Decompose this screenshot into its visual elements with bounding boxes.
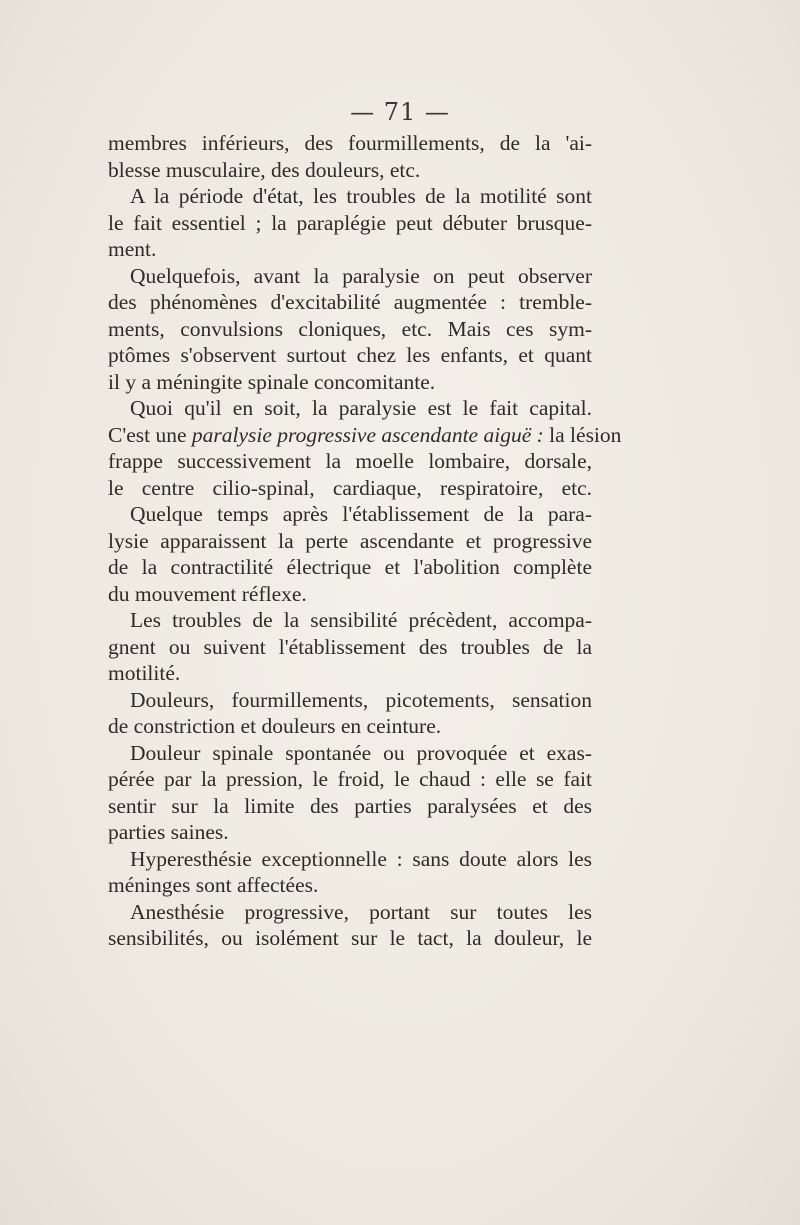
text-line: méninges sont affectées. (108, 873, 319, 897)
page-number: — 71 — (350, 98, 450, 126)
text-line: Quelque temps après l'établissement de la para- (130, 502, 592, 526)
text-fragment: C'est une (108, 422, 187, 447)
text-line: le fait essentiel ; la paraplégie peut débuter brusque- (108, 210, 592, 235)
text-line: ment. (108, 237, 157, 261)
text-fragment: la lésion (549, 422, 622, 447)
text-line: sentir sur la limite des parties paralysées et des (108, 793, 592, 818)
text-line-mixed (108, 422, 622, 449)
text-line: le centre cilio-spinal, cardiaque, respiratoire, etc. (108, 475, 592, 500)
text-line: Anesthésie progressive, portant sur toutes les (130, 899, 592, 924)
body-text (108, 130, 622, 952)
text-line: lysie apparaissent la perte ascendante et progressive (108, 528, 592, 553)
text-line: parties saines. (108, 820, 229, 844)
text-line: de constriction et douleurs en ceinture. (108, 714, 442, 738)
text-line: Les troubles de la sensibilité précèdent, accompa- (130, 608, 592, 632)
text-line: A la période d'état, les troubles de la motilité sont (130, 184, 592, 208)
text-line: ptômes s'observent surtout chez les enfants, et quant (108, 343, 592, 367)
text-line: du mouvement réflexe. (108, 581, 307, 606)
text-line: membres inférieurs, des fourmillements, de la 'ai- (108, 131, 592, 155)
text-line: Quoi qu'il en soit, la paralysie est le fait capital. (130, 396, 592, 420)
text-line: frappe successivement la moelle lombaire, dorsale, (108, 449, 592, 473)
text-line: Hyperesthésie exceptionnelle : sans doute alors les (130, 846, 592, 871)
text-line: Quelquefois, avant la paralysie on peut observer (130, 263, 592, 288)
text-line: gnent ou suivent l'établissement des troubles de la (108, 634, 592, 659)
text-line: pérée par la pression, le froid, le chaud : elle se fait (108, 767, 592, 791)
text-line: motilité. (108, 661, 181, 685)
italic-phrase: paralysie progressive ascendante aiguë : (191, 422, 544, 447)
text-line: blesse musculaire, des douleurs, etc. (108, 157, 421, 182)
text-line: des phénomènes d'excitabilité augmentée : tremble- (108, 290, 592, 314)
text-line: Douleurs, fourmillements, picotements, sensation (130, 687, 592, 712)
text-line: sensibilités, ou isolément sur le tact, la douleur, le (108, 926, 592, 950)
text-line: il y a méningite spinale concomitante. (108, 369, 436, 394)
text-line: Douleur spinale spontanée ou provoquée et exas- (130, 740, 592, 765)
text-line: de la contractilité électrique et l'abolition complète (108, 555, 592, 579)
text-line: ments, convulsions cloniques, etc. Mais ces sym- (108, 316, 592, 341)
